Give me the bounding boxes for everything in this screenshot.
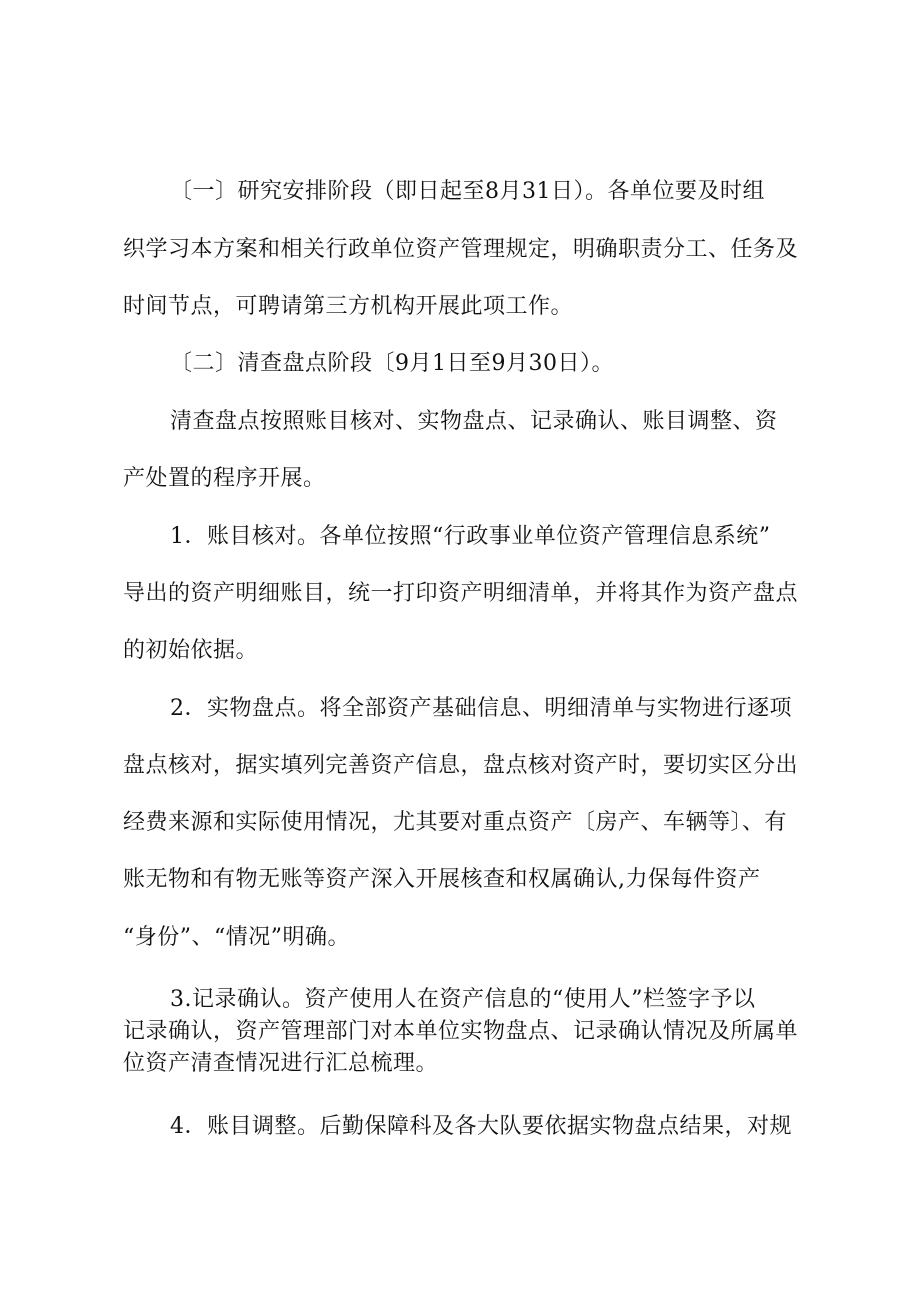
paragraph-3-line-2: 产处置的程序开展。 (123, 466, 326, 491)
paragraph-5-line-3: 经费来源和实际使用情况，尤其要对重点资产〔房产、车辆等〕、有 (123, 810, 788, 835)
paragraph-4-line-2: 导出的资产明细账目，统一打印资产明细清单，并将其作为资产盘点 (123, 581, 799, 606)
paragraph-6-line-1: 3.记录确认。资产使用人在资产信息的“使用人”栏签字予以 (170, 987, 756, 1012)
paragraph-5-line-4: 账无物和有物无账等资产深入开展核查和权属确认,力保每件资产 (123, 867, 761, 892)
paragraph-5-line-1: 2．实物盘点。将全部资产基础信息、明细清单与实物进行逐项 (170, 696, 792, 721)
paragraph-4-line-3: 的初始依据。 (123, 638, 259, 663)
paragraph-2-line-1: 〔二〕清查盘点阶段〔9月1日至9月30日）。 (170, 351, 614, 376)
paragraph-3-line-1: 清查盘点按照账目核对、实物盘点、记录确认、账目调整、资 (170, 409, 778, 434)
paragraph-5-line-5: “身份”、“情况”明确。 (123, 925, 350, 950)
paragraph-1-line-3: 时间节点，可聘请第三方机构开展此项工作。 (123, 294, 574, 319)
paragraph-1-line-2: 织学习本方案和相关行政单位资产管理规定，明确职责分工、任务及 (123, 237, 799, 262)
paragraph-7-line-1: 4．账目调整。后勤保障科及各大队要依据实物盘点结果，对规 (170, 1114, 792, 1139)
paragraph-6-line-2: 记录确认，资产管理部门对本单位实物盘点、记录确认情况及所属单 (123, 1019, 799, 1044)
paragraph-5-line-2: 盘点核对，据实填列完善资产信息，盘点核对资产时，要切实区分出 (123, 753, 799, 778)
paragraph-4-line-1: 1．账目核对。各单位按照“行政事业单位资产管理信息系统” (170, 524, 771, 549)
paragraph-6-line-3: 位资产清查情况进行汇总梳理。 (123, 1051, 439, 1076)
paragraph-1-line-1: 〔一〕研究安排阶段（即日起至8月31日）。各单位要及时组 (170, 179, 765, 204)
